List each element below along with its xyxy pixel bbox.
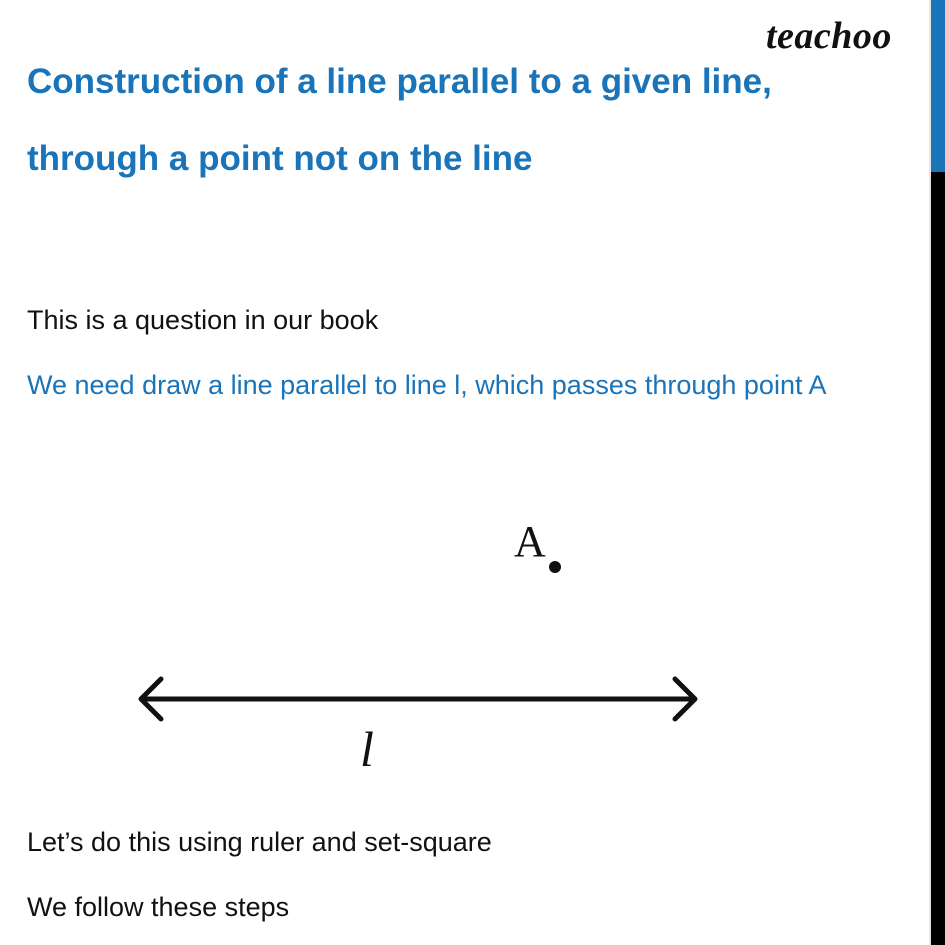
right-edge-accent: [931, 0, 945, 172]
method-text: Let’s do this using ruler and set-square: [27, 827, 492, 857]
page-title-line-1: Construction of a line parallel to a given line,: [27, 62, 772, 101]
intro-text: This is a question in our book: [27, 305, 379, 335]
point-a-dot: [549, 561, 561, 573]
task-text: We need draw a line parallel to line l, which passes through point A: [27, 370, 827, 400]
page-title-line-2: through a point not on the line: [27, 139, 533, 178]
steps-text: We follow these steps: [27, 892, 290, 922]
point-a-label: A: [514, 517, 546, 566]
teachoo-logo: teachoo: [766, 15, 892, 57]
line-l-label: l: [360, 721, 374, 777]
